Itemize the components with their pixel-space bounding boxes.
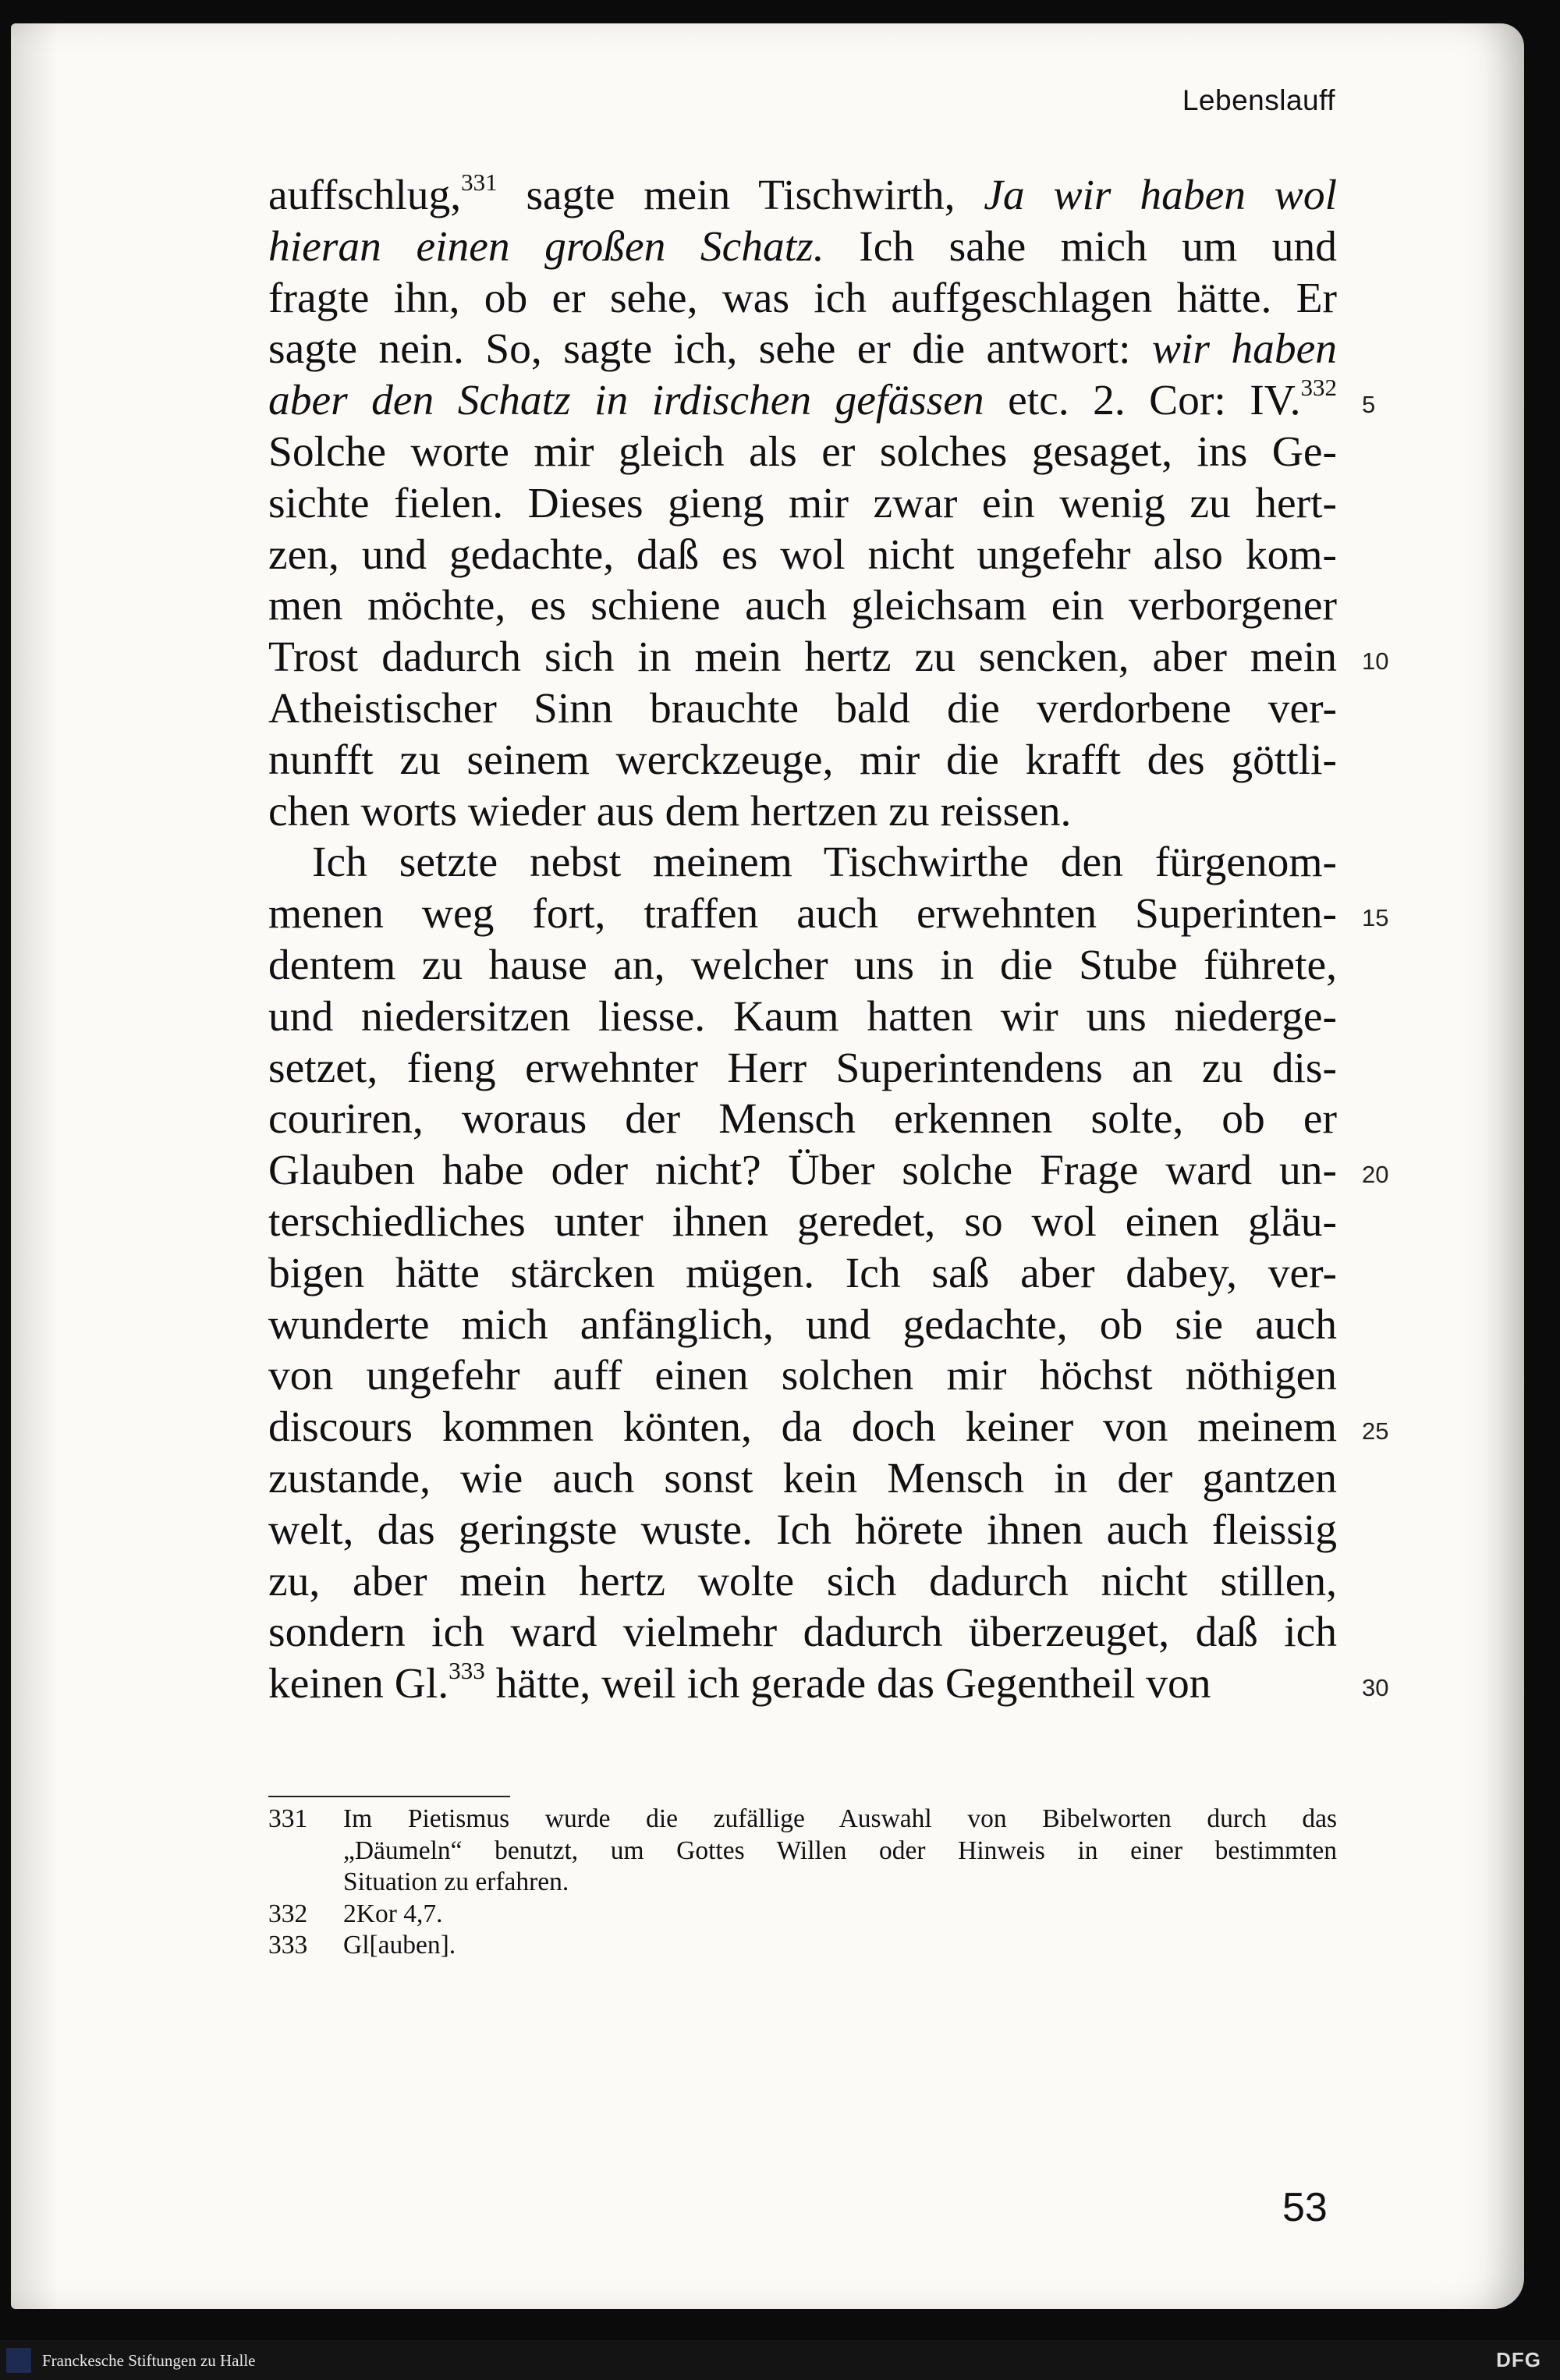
footnote-line: „Däumeln“ benutzt, um Gottes Willen oder Hinweis in einer bestimmten <box>343 1836 1337 1865</box>
italic-text-run: hieran einen großen Schatz. <box>268 222 824 271</box>
footnote-line: Im Pietismus wurde die zufällige Auswahl von Bibelworten durch das <box>343 1804 1337 1833</box>
text-run: sagte nein. So, sagte ich, sehe er die antwort: <box>268 325 1152 374</box>
text-run: setzet, fieng erwehnter Herr Superintendens an zu dis- <box>268 1044 1337 1092</box>
line-number: 15 <box>1362 904 1389 931</box>
institution-name: Franckesche Stiftungen zu Halle <box>42 2351 256 2370</box>
text-run: zustande, wie auch sonst kein Mensch in der gantzen <box>268 1454 1337 1502</box>
footnote-rule <box>268 1796 510 1797</box>
text-line <box>268 1043 1337 1094</box>
text-run: hätte, weil ich gerade das Gegentheil von <box>484 1660 1211 1708</box>
line-number: 10 <box>1362 647 1389 675</box>
text-line <box>268 1350 1337 1402</box>
text-line <box>268 580 1337 632</box>
text-line <box>268 324 1337 375</box>
footnote-reference: 332 <box>1300 374 1337 402</box>
text-run: Ich setzte nebst meinem Tischwirthe den fürgenom- <box>312 839 1337 887</box>
text-line <box>268 1556 1337 1608</box>
text-line <box>268 735 1337 786</box>
text-line <box>268 1145 1337 1197</box>
text-line <box>268 632 1337 683</box>
text-run: dentem zu hause an, welcher uns in die Stube führete, <box>268 941 1337 989</box>
footnote-number: 331 <box>268 1804 308 1833</box>
text-line <box>268 1402 1337 1453</box>
text-line <box>268 940 1337 991</box>
text-line <box>268 991 1337 1043</box>
text-line <box>268 222 1337 273</box>
text-run: sichte fielen. Dieses gieng mir zwar ein wenig zu hert- <box>268 479 1337 527</box>
text-run: zen, und gedachte, daß es wol nicht ungefehr also kom- <box>268 530 1337 579</box>
institution-logo-icon <box>6 2348 31 2373</box>
text-run: Ich sahe mich um und <box>824 222 1338 271</box>
footnotes <box>268 1804 1337 1962</box>
text-line <box>268 1505 1337 1556</box>
footnote-number: 332 <box>268 1899 308 1928</box>
funder-logo: DFG <box>1496 2348 1541 2371</box>
text-run: keinen Gl. <box>268 1660 449 1708</box>
text-run: auffschlug, <box>268 172 462 219</box>
footnote-text <box>343 1804 1337 1899</box>
footnote-line: Situation zu erfahren. <box>343 1867 569 1896</box>
text-run: discours kommen könten, da doch keiner von meinem <box>268 1403 1337 1452</box>
text-run: etc. 2. Cor: IV. <box>984 377 1301 425</box>
text-run: Glauben habe oder nicht? Über solche Frage ward un- <box>268 1147 1337 1195</box>
running-head: Lebenslauff <box>1182 84 1335 116</box>
text-line <box>268 427 1337 478</box>
text-run: und niedersitzen liesse. Kaum hatten wir uns niederge- <box>268 992 1337 1041</box>
line-number: 5 <box>1362 391 1376 418</box>
text-line <box>268 1094 1337 1145</box>
footnote-text <box>343 1930 1337 1962</box>
page-number: 53 <box>1282 2185 1328 2230</box>
line-number: 30 <box>1362 1674 1389 1701</box>
text-line <box>268 837 1337 889</box>
text-run: sondern ich ward vielmehr dadurch überzeuget, daß ich <box>268 1609 1337 1657</box>
text-run: Trost dadurch sich in mein hertz zu sencken, aber mein <box>268 633 1337 682</box>
italic-text-run: wir haben <box>1151 325 1337 374</box>
text-run: menen weg fort, traffen auch erwehnten Superinten- <box>268 890 1337 938</box>
footnote-line: 2Kor 4,7. <box>343 1899 443 1928</box>
text-line <box>268 530 1337 581</box>
footnote-line: Gl[auben]. <box>343 1931 456 1960</box>
text-line <box>268 1248 1337 1300</box>
text-line <box>268 889 1337 940</box>
footnote <box>268 1930 1337 1962</box>
text-run: men möchte, es schiene auch gleichsam ein verborgener <box>268 582 1337 630</box>
text-run: wunderte mich anfänglich, und gedachte, ob sie auch <box>268 1300 1337 1349</box>
text-line <box>268 683 1337 735</box>
text-run: fragte ihn, ob er sehe, was ich auffgeschlagen hätte. Er <box>268 274 1337 322</box>
italic-text-run: Ja wir haben wol <box>984 172 1337 219</box>
text-line <box>268 170 1337 222</box>
text-run: sagte mein Tischwirth, <box>497 172 984 219</box>
text-line <box>268 478 1337 530</box>
text-line <box>268 1453 1337 1505</box>
text-run: welt, das geringste wuste. Ich hörete ihnen auch fleissig <box>268 1506 1337 1554</box>
text-line <box>268 1607 1337 1658</box>
text-run: von ungefehr auff einen solchen mir höchst nöthigen <box>268 1352 1337 1400</box>
text-run: couriren, woraus der Mensch erkennen solte, ob er <box>268 1095 1337 1144</box>
footnote-number: 333 <box>268 1931 308 1960</box>
italic-text-run: aber den Schatz in irdischen gefässen <box>268 377 984 425</box>
line-number: 25 <box>1362 1417 1389 1445</box>
footnote-reference: 333 <box>448 1657 485 1685</box>
main-text <box>268 170 1337 1710</box>
footnote-reference: 331 <box>461 168 498 196</box>
text-run: bigen hätte stärcken mügen. Ich saß aber dabey, ver- <box>268 1249 1337 1297</box>
text-line <box>268 1658 1337 1710</box>
text-line <box>268 1197 1337 1248</box>
text-line <box>268 375 1337 427</box>
text-run: Solche worte mir gleich als er solches gesaget, ins Ge- <box>268 427 1337 476</box>
text-run: terschiedliches unter ihnen geredet, so wol einen gläu- <box>268 1197 1337 1246</box>
book-page <box>11 23 1524 2309</box>
text-run: zu, aber mein hertz wolte sich dadurch nicht stillen, <box>268 1557 1337 1605</box>
text-run: chen worts wieder aus dem hertzen zu reissen. <box>268 787 1072 835</box>
text-run: nunfft zu seinem werckzeuge, mir die krafft des göttli- <box>268 736 1337 784</box>
viewer-footer-bar <box>0 2340 1560 2380</box>
footnote-text <box>343 1899 1337 1931</box>
line-number: 20 <box>1362 1161 1389 1188</box>
text-line <box>268 1300 1337 1351</box>
text-run: Atheistischer Sinn brauchte bald die verdorbene ver- <box>268 684 1337 732</box>
text-line <box>268 273 1337 325</box>
footnote <box>268 1899 1337 1931</box>
footnote <box>268 1804 1337 1899</box>
text-line <box>268 786 1337 838</box>
